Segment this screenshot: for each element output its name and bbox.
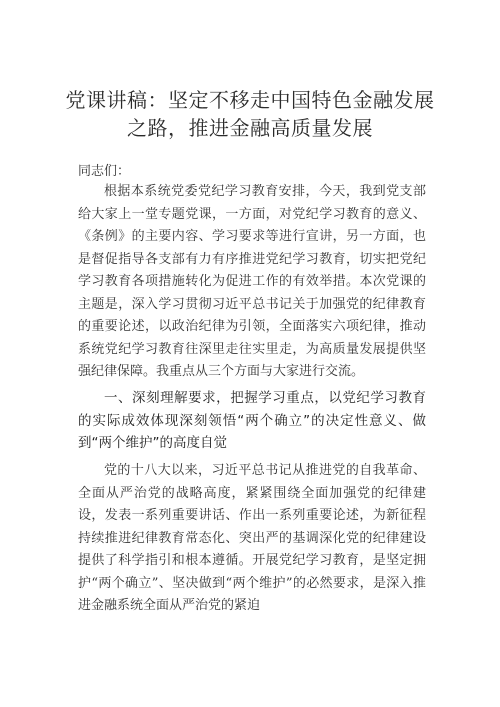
document-title-line-1: 党课讲稿：坚定不移走中国特色金融发展 <box>65 88 435 112</box>
section-1-paragraph: 党的十八大以来，习近平总书记从推进党的自我革命、全面从严治党的战略高度，紧紧围绕全面加强党的纪律建设，发表一系列重要讲话、作出一系列重要论述，为新征程持续推进纪律教育常态化、突出严的基调深化党的纪律建设提供了科学指引和根本遵循。开展党纪学习教育，是坚定拥护“两个确立”、坚决做到“两个维护”的必然要求，是深入推进金融系统全面从严治党的紧迫 <box>78 463 426 613</box>
section-1-heading: 一、深刻理解要求，把握学习重点，以党纪学习教育的实际成效体现深刻领悟“两个确立”的决定性意义、做到“两个维护”的高度自觉 <box>78 390 426 451</box>
document-title-line-2: 之路，推进金融高质量发展 <box>127 116 373 140</box>
salutation: 同志们： <box>78 164 131 179</box>
intro-paragraph: 根据本系统党委党纪学习教育安排，今天，我到党支部给大家上一堂专题党课，一方面，对党纪学习教育的意义、《条例》的主要内容、学习要求等进行宣讲，另一方面，也是督促指导各支部有力有序推进党纪学习教育，切实把党纪学习教育各项措施转化为促进工作的有效举措。本次党课的主题是，深入学习贯彻习近平总书记关于加强党的纪律教育的重要论述，以政治纪律为引领，全面落实六项纪律，推动系统党纪学习教育往深里走往实里走，为高质量发展提供坚强纪律保障。我重点从三个方面与大家进行交流。 <box>78 184 426 379</box>
